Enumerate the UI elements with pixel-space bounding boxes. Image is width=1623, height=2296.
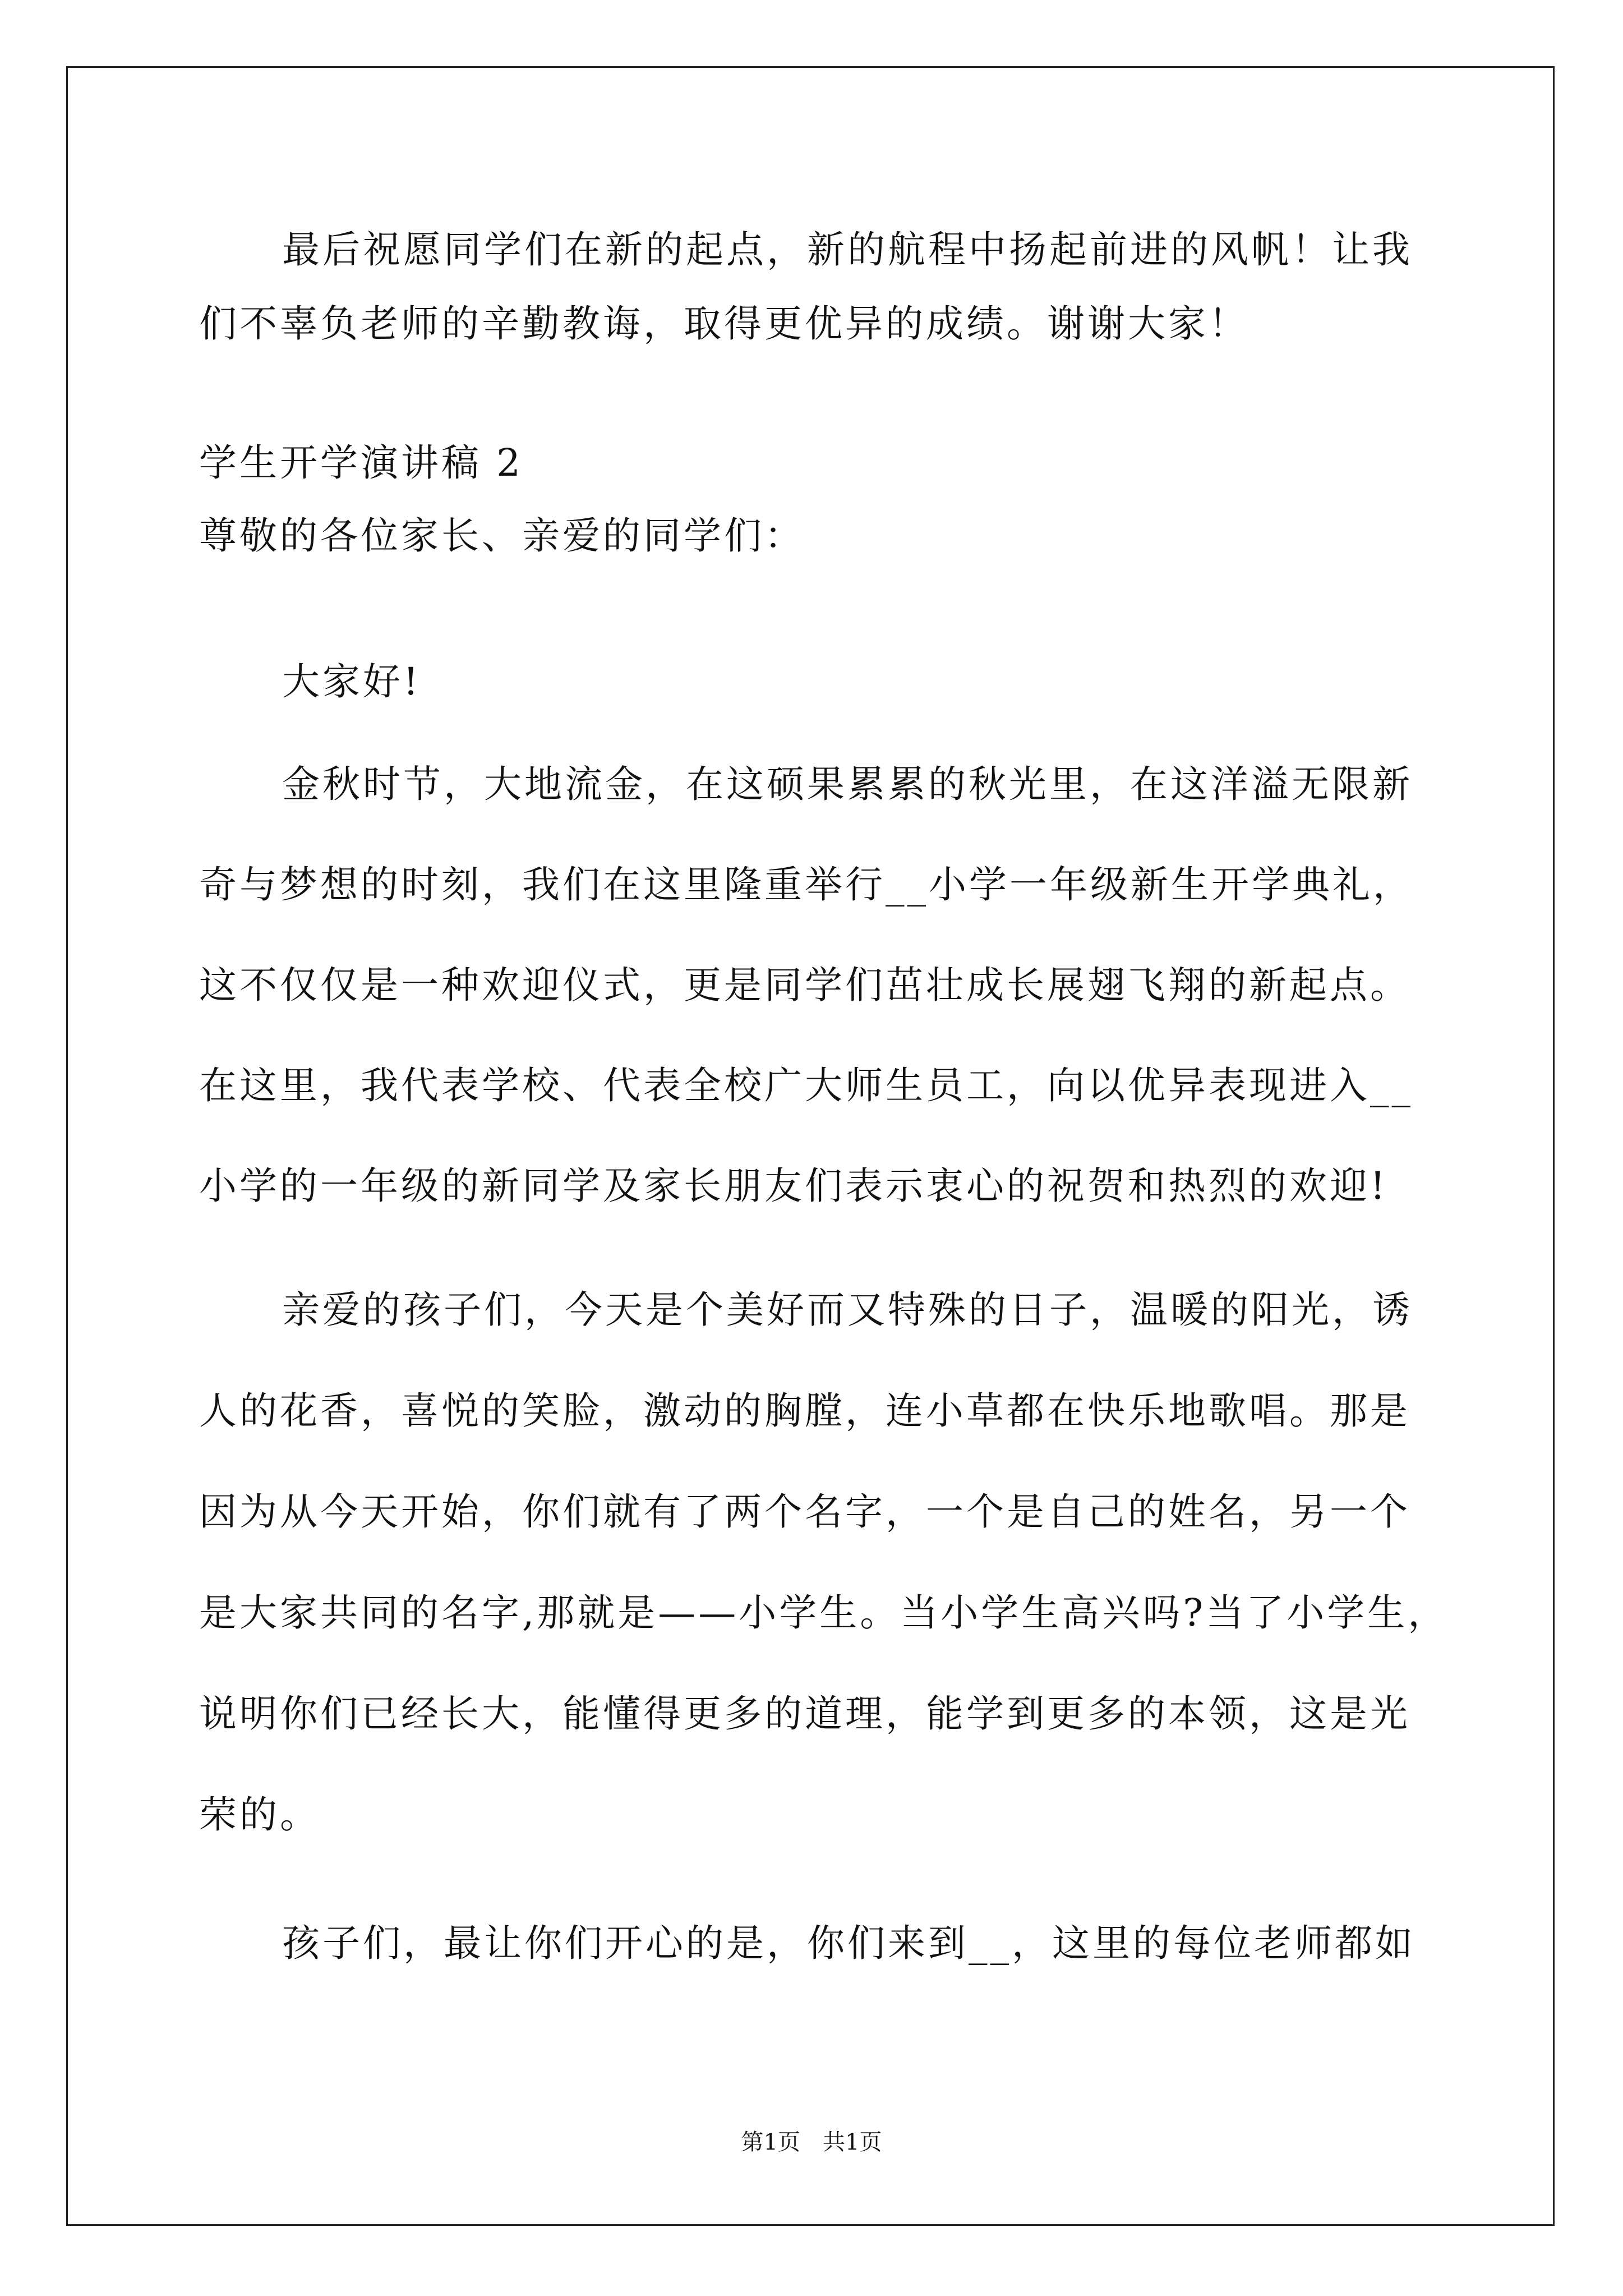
text-line: 最后祝愿同学们在新的起点，新的航程中扬起前进的风帆！让我 bbox=[282, 228, 1413, 272]
text-line: 孩子们，最让你们开心的是，你们来到__，这里的每位老师都如 bbox=[282, 1921, 1415, 1965]
text-line: 亲爱的孩子们，今天是个美好而又特殊的日子，温暖的阳光，诱 bbox=[282, 1288, 1413, 1332]
text-line: 金秋时节，大地流金，在这硕果累累的秋光里，在这洋溢无限新 bbox=[282, 762, 1413, 806]
greeting: 大家好! bbox=[282, 660, 421, 703]
section-heading: 学生开学演讲稿 2 bbox=[199, 441, 523, 485]
text-line: 这不仅仅是一种欢迎仪式，更是同学们茁壮成长展翅飞翔的新起点。 bbox=[199, 963, 1410, 1007]
text-line: 荣的。 bbox=[199, 1793, 320, 1837]
text-line: 小学的一年级的新同学及家长朋友们表示衷心的祝贺和热烈的欢迎! bbox=[199, 1164, 1388, 1208]
text-line: 们不辜负老师的辛勤教诲，取得更优异的成绩。谢谢大家！ bbox=[199, 302, 1249, 346]
text-line: 人的花香，喜悦的笑脸，激动的胸膛，连小草都在快乐地歌唱。那是 bbox=[199, 1389, 1410, 1433]
salutation: 尊敬的各位家长、亲爱的同学们： bbox=[199, 514, 805, 558]
page-footer: 第1页 共1页 bbox=[741, 2129, 882, 2155]
text-line: 是大家共同的名字,那就是——小学生。当小学生高兴吗?当了小学生， bbox=[199, 1591, 1449, 1635]
text-line: 因为从今天开始，你们就有了两个名字，一个是自己的姓名，另一个 bbox=[199, 1490, 1410, 1534]
text-line: 在这里，我代表学校、代表全校广大师生员工，向以优异表现进入__ bbox=[199, 1064, 1413, 1107]
text-line: 说明你们已经长大，能懂得更多的道理，能学到更多的本领，这是光 bbox=[199, 1692, 1410, 1736]
text-line: 奇与梦想的时刻，我们在这里隆重举行__小学一年级新生开学典礼， bbox=[199, 863, 1413, 907]
